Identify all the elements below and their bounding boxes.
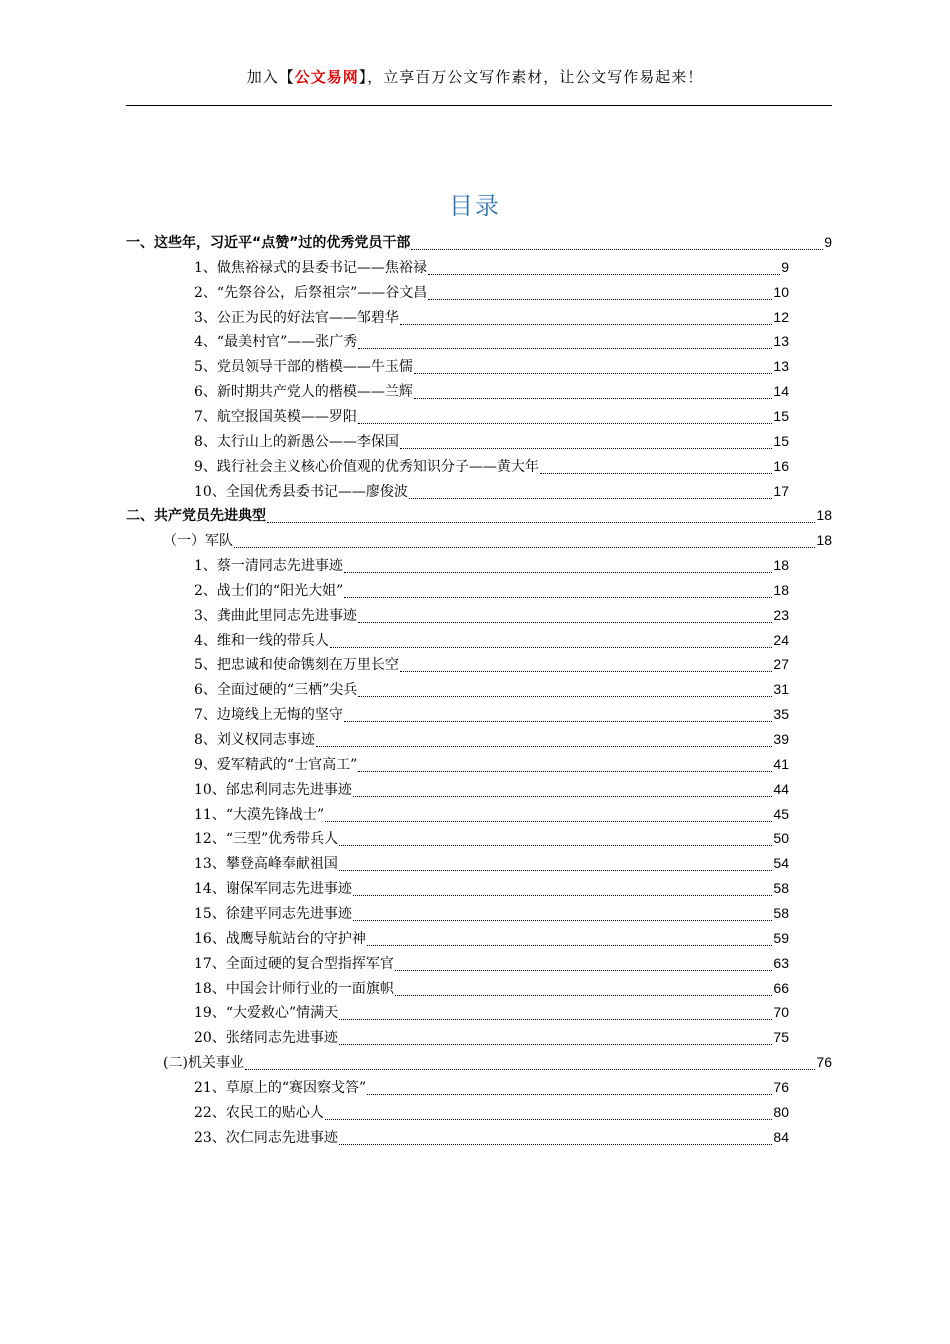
toc-entry-page: 80 [773, 1103, 789, 1120]
toc-entry-title: 9、爱军精武的“士官高工” [194, 756, 358, 773]
toc-leader-dots [414, 398, 773, 399]
toc-entry-page: 16 [773, 457, 789, 474]
toc-entry-title: 19、“大爱救心”情满天 [194, 1005, 339, 1022]
toc-entry[interactable] [194, 901, 789, 925]
toc-entry-title: 21、草原上的“赛因察戈答” [194, 1079, 367, 1096]
toc-leader-dots [353, 895, 773, 896]
toc-entry-title: 10、全国优秀县委书记——廖俊波 [194, 483, 408, 500]
toc-entry-page: 75 [773, 1029, 789, 1046]
toc-entry-page: 41 [773, 755, 789, 772]
toc-entry-title: 13、攀登高峰奉献祖国 [194, 856, 338, 873]
toc-entry[interactable] [194, 429, 789, 453]
toc-entry[interactable] [194, 951, 789, 975]
toc-leader-dots [409, 498, 773, 499]
toc-entry-page: 39 [773, 731, 789, 747]
toc-entry-title: 3、龚曲此里同志先进事迹 [194, 607, 357, 624]
toc-entry-page: 14 [773, 383, 789, 400]
toc-entry-page: 9 [824, 234, 832, 250]
toc-entry[interactable] [194, 752, 789, 776]
toc-entry-page: 66 [773, 979, 789, 996]
toc-entry[interactable] [194, 280, 789, 304]
toc-entry[interactable] [194, 702, 789, 726]
toc-entry-title: 12、“三型”优秀带兵人 [194, 831, 339, 848]
toc-entry-page: 45 [773, 805, 789, 822]
toc-leader-dots [358, 696, 772, 697]
toc-leader-dots [353, 920, 773, 921]
toc-entry-title: 二、共产党员先进典型 [126, 508, 266, 525]
header-divider [126, 105, 832, 106]
toc-leader-dots [325, 1119, 773, 1120]
toc-leader-dots [339, 845, 772, 846]
toc-entry[interactable] [194, 826, 789, 850]
toc-leader-dots [395, 995, 773, 996]
toc-entry[interactable] [194, 603, 789, 627]
toc-entry-page: 10 [773, 283, 789, 300]
toc-entry[interactable] [194, 354, 789, 378]
toc-leader-dots [411, 249, 823, 250]
toc-entry-page: 24 [773, 631, 789, 648]
toc-entry-title: 16、战鹰导航站台的守护神 [194, 930, 366, 947]
toc-entry-title: 4、维和一线的带兵人 [194, 632, 329, 649]
toc-entry-page: 31 [773, 681, 789, 698]
toc-entry-title: 11、“大漠先锋战士” [194, 806, 325, 823]
toc-entry[interactable] [194, 454, 789, 478]
toc-entry-title: 7、边境线上无悔的坚守 [194, 707, 343, 724]
toc-entry-page: 76 [816, 1054, 832, 1071]
toc-title: 目录 [449, 192, 501, 220]
toc-entry-page: 70 [773, 1004, 789, 1021]
toc-leader-dots [358, 771, 772, 772]
toc-entry-title: 8、太行山上的新愚公——李保国 [194, 433, 399, 450]
toc-entry-page: 44 [773, 780, 789, 797]
toc-entry[interactable] [194, 329, 789, 353]
toc-entry-title: 23、次仁同志先进事迹 [194, 1129, 338, 1146]
toc-leader-dots [367, 1094, 772, 1095]
toc-leader-dots [358, 622, 773, 623]
toc-leader-dots [400, 448, 773, 449]
toc-entry-page: 17 [773, 482, 789, 499]
toc-entry[interactable] [194, 379, 789, 403]
toc-entry-title: 6、全面过硬的“三栖”尖兵 [194, 682, 358, 699]
toc-entry[interactable] [194, 404, 789, 428]
toc-entry[interactable] [194, 305, 789, 329]
toc-entry-title: 9、践行社会主义核心价值观的优秀知识分子——黄大年 [194, 458, 539, 475]
toc-entry-page: 13 [773, 333, 789, 350]
toc-leader-dots [428, 274, 780, 275]
toc-entry-page: 13 [773, 358, 789, 375]
toc-entry[interactable] [194, 578, 789, 602]
toc-leader-dots [400, 671, 773, 672]
header-prefix: 加入【 [246, 68, 295, 86]
toc-entry[interactable] [126, 503, 832, 527]
header-suffix: 】，立享百万公文写作素材，让公文写作易起来！ [358, 68, 704, 86]
toc-entry[interactable] [194, 553, 789, 577]
header-brand-link[interactable]: 公文易网 [294, 68, 359, 86]
toc-entry-page: 84 [773, 1128, 789, 1145]
toc-entry[interactable] [163, 1050, 832, 1074]
toc-entry-title: 1、蔡一清同志先进事迹 [194, 558, 343, 575]
toc-entry-title: 3、公正为民的好法官——邹碧华 [194, 309, 399, 326]
toc-entry-title: (二)机关事业 [163, 1055, 244, 1072]
toc-entry-title: 6、新时期共产党人的楷模——兰辉 [194, 384, 413, 401]
toc-leader-dots [316, 746, 773, 747]
toc-leader-dots [245, 1069, 815, 1070]
toc-entry-title: 22、农民工的贴心人 [194, 1104, 324, 1121]
toc-leader-dots [358, 423, 773, 424]
toc-entry[interactable] [194, 976, 789, 1000]
toc-entry-title: 8、刘义权同志事迹 [194, 732, 315, 748]
toc-entry-page: 50 [773, 830, 789, 847]
toc-leader-dots [395, 970, 773, 971]
toc-leader-dots [325, 821, 772, 822]
toc-entry-page: 58 [773, 880, 789, 897]
toc-entry[interactable] [194, 802, 789, 826]
toc-entry-page: 15 [773, 407, 789, 424]
toc-entry-page: 59 [773, 929, 789, 946]
toc-leader-dots [344, 597, 772, 598]
toc-entry-page: 23 [773, 606, 789, 623]
toc-leader-dots [234, 547, 815, 548]
toc-entry[interactable] [194, 479, 789, 503]
toc-entry-title: 5、把忠诚和使命镌刻在万里长空 [194, 657, 399, 674]
toc-entry[interactable] [194, 1000, 789, 1024]
toc-leader-dots [344, 721, 773, 722]
toc-leader-dots [267, 522, 815, 523]
toc-entry-title: 一、这些年，习近平“点赞”过的优秀党员干部 [126, 235, 411, 251]
toc-entry-title: 1、做焦裕禄式的县委书记——焦裕禄 [194, 259, 427, 276]
toc-entry-title: 4、“最美村官”——张广秀 [194, 334, 358, 351]
toc-entry-title: 2、“先祭谷公，后祭祖宗”——谷文昌 [194, 284, 428, 301]
toc-leader-dots [330, 647, 773, 648]
toc-entry[interactable] [194, 777, 789, 801]
toc-leader-dots [339, 870, 773, 871]
toc-entry[interactable] [194, 851, 789, 875]
toc-entry-title: （一）军队 [163, 533, 233, 550]
toc-leader-dots [339, 1044, 773, 1045]
toc-entry[interactable] [126, 230, 832, 254]
toc-leader-dots [358, 348, 772, 349]
toc-entry[interactable] [194, 1100, 789, 1124]
toc-entry-page: 9 [781, 258, 789, 275]
toc-entry-page: 58 [773, 904, 789, 921]
toc-entry[interactable] [194, 677, 789, 701]
toc-entry-page: 18 [773, 581, 789, 598]
toc-entry-page: 12 [773, 308, 789, 325]
toc-entry[interactable] [194, 628, 789, 652]
toc-entry-page: 15 [773, 432, 789, 449]
toc-entry[interactable] [194, 1125, 789, 1149]
toc-entry-title: 17、全面过硬的复合型指挥军官 [194, 955, 394, 972]
toc-leader-dots [367, 945, 773, 946]
toc-leader-dots [414, 373, 773, 374]
toc-leader-dots [400, 324, 773, 325]
toc-leader-dots [339, 1144, 773, 1145]
toc-entry-title: 20、张绪同志先进事迹 [194, 1030, 338, 1047]
toc-entry-page: 76 [773, 1078, 789, 1095]
toc-leader-dots [540, 473, 773, 474]
toc-entry-page: 18 [773, 557, 789, 574]
toc-entry-title: 15、徐建平同志先进事迹 [194, 905, 352, 922]
page-header [0, 66, 950, 87]
toc-entry[interactable] [194, 727, 789, 751]
toc-leader-dots [428, 299, 772, 300]
toc-entry-page: 18 [816, 532, 832, 549]
toc-leader-dots [344, 572, 773, 573]
toc-entry[interactable] [194, 876, 789, 900]
toc-entry-title: 10、邰忠利同志先进事迹 [194, 781, 352, 798]
toc-entry-title: 5、党员领导干部的楷模——牛玉儒 [194, 359, 413, 376]
toc-entry[interactable] [194, 1075, 789, 1099]
toc-entry-title: 14、谢保军同志先进事迹 [194, 881, 352, 898]
toc-entry-page: 27 [773, 656, 789, 673]
toc-entry-page: 63 [773, 954, 789, 971]
toc-entry-page: 18 [816, 507, 832, 524]
toc-entry-title: 18、中国会计师行业的一面旗帜 [194, 980, 394, 997]
toc-entry-title: 7、航空报国英模——罗阳 [194, 408, 357, 425]
toc-entry[interactable] [163, 528, 832, 552]
toc-entry-page: 35 [773, 706, 789, 723]
toc-entry[interactable] [194, 926, 789, 950]
toc-leader-dots [339, 1019, 772, 1020]
toc-entry[interactable] [194, 255, 789, 279]
toc-entry[interactable] [194, 652, 789, 676]
toc-entry[interactable] [194, 1025, 789, 1049]
toc-entry-title: 2、战士们的“阳光大姐” [194, 582, 344, 599]
toc-entry-page: 54 [773, 855, 789, 872]
toc-leader-dots [353, 796, 773, 797]
